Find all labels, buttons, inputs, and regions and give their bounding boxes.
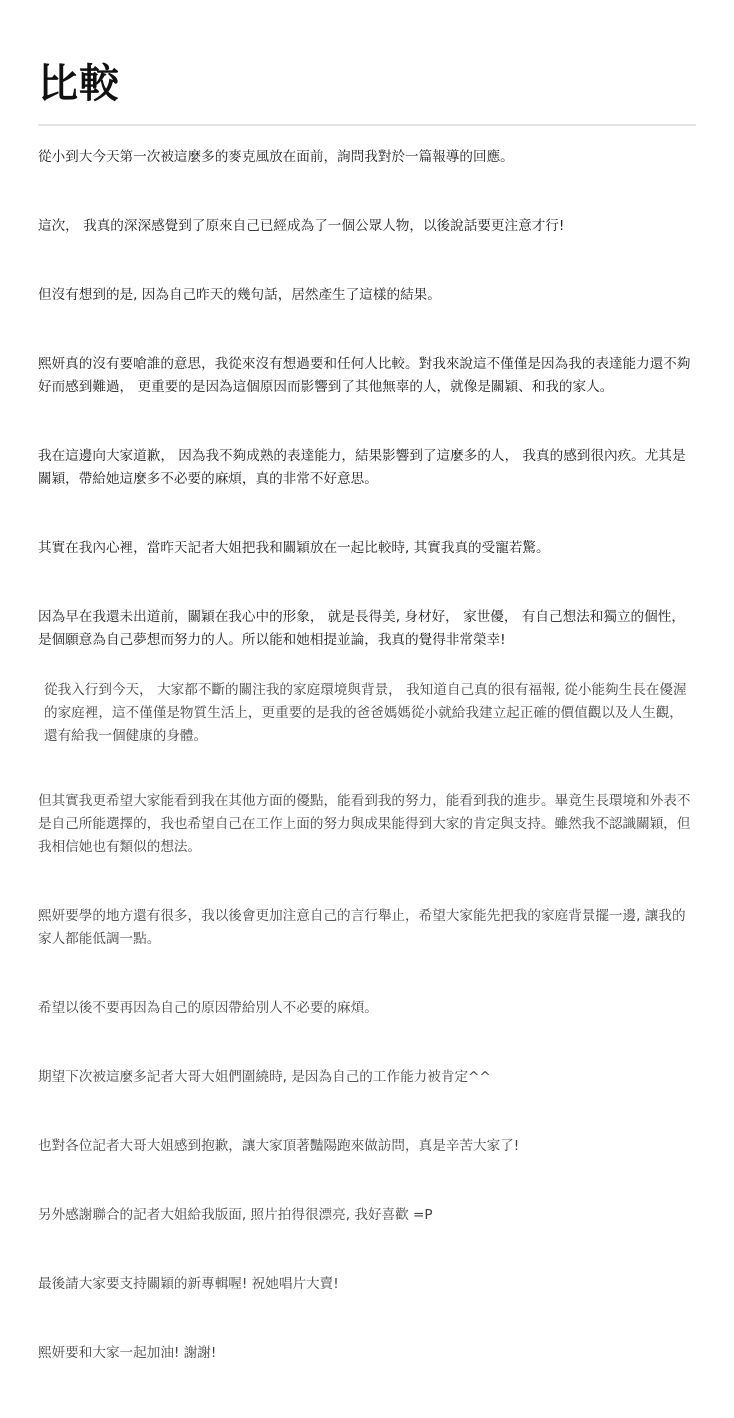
paragraph: 這次， 我真的深深感覺到了原來自己已經成為了一個公眾人物，以後說話要更注意才行! xyxy=(38,218,565,234)
paragraph: 其實在我內心裡，當昨天記者大姐把我和關穎放在一起比較時, 其實我真的受寵若驚。 xyxy=(38,540,550,556)
paragraph: 從小到大今天第一次被這麼多的麥克風放在面前，詢問我對於一篇報導的回應。 xyxy=(38,149,514,165)
paragraph: 另外感謝聯合的記者大姐給我版面, 照片拍得很漂亮, 我好喜歡 =P xyxy=(38,1207,433,1223)
paragraph: 因為早在我還未出道前，關穎在我心中的形象， 就是長得美, 身材好， 家世優， 有自己想法和獨立的個性， 是個願意為自己夢想而努力的人。所以能和她相提並論，我真的覺得非常榮幸! xyxy=(38,609,685,648)
paragraph: 熙妍真的沒有要嗆誰的意思，我從來沒有想過要和任何人比較。對我來說這不僅僅是因為我的表達能力還不夠好而感到難過， 更重要的是因為這個原因而影響到了其他無辜的人，就像是關穎、和我的家人。 xyxy=(38,356,691,395)
title-divider xyxy=(38,124,696,126)
paragraph: 熙妍要和大家一起加油! 謝謝! xyxy=(38,1345,217,1361)
paragraph: 但沒有想到的是, 因為自己昨天的幾句話，居然產生了這樣的結果。 xyxy=(38,287,441,303)
paragraph: 期望下次被這麼多記者大哥大姐們圍繞時, 是因為自己的工作能力被肯定^^ xyxy=(38,1069,491,1085)
paragraph: 希望以後不要再因為自己的原因帶給別人不必要的麻煩。 xyxy=(38,1000,378,1016)
paragraph: 也對各位記者大哥大姐感到抱歉，讓大家頂著豔陽跑來做訪問，真是辛苦大家了! xyxy=(38,1138,520,1154)
page-title: 比較 xyxy=(38,61,120,107)
paragraph: 我在這邊向大家道歉， 因為我不夠成熟的表達能力，結果影響到了這麼多的人， 我真的感到很內疚。尤其是關穎，帶給她這麼多不必要的麻煩，真的非常不好意思。 xyxy=(38,448,686,487)
paragraph: 熙妍要學的地方還有很多，我以後會更加注意自己的言行舉止，希望大家能先把我的家庭背景擺一邊, 讓我的家人都能低調一點。 xyxy=(38,908,686,947)
paragraph: 最後請大家要支持關穎的新專輯喔! 祝她唱片大賣! xyxy=(38,1276,339,1292)
paragraph: 從我入行到今天， 大家都不斷的關注我的家庭環境與背景， 我知道自己真的很有福報, 從小能夠生長在優渥的家庭裡，這不僅僅是物質生活上，更重要的是我的爸爸媽媽從小就給我建立起正確的價值觀以及人生觀，還有給我一個健康的身體。 xyxy=(44,682,687,744)
article-body xyxy=(38,146,696,1411)
paragraph: 但其實我更希望大家能看到我在其他方面的優點，能看到我的努力，能看到我的進步。畢竟生長環境和外表不是自己所能選擇的，我也希望自己在工作上面的努力與成果能得到大家的肯定與支持。雖然我不認識關穎，但我相信她也有類似的想法。 xyxy=(38,793,691,855)
